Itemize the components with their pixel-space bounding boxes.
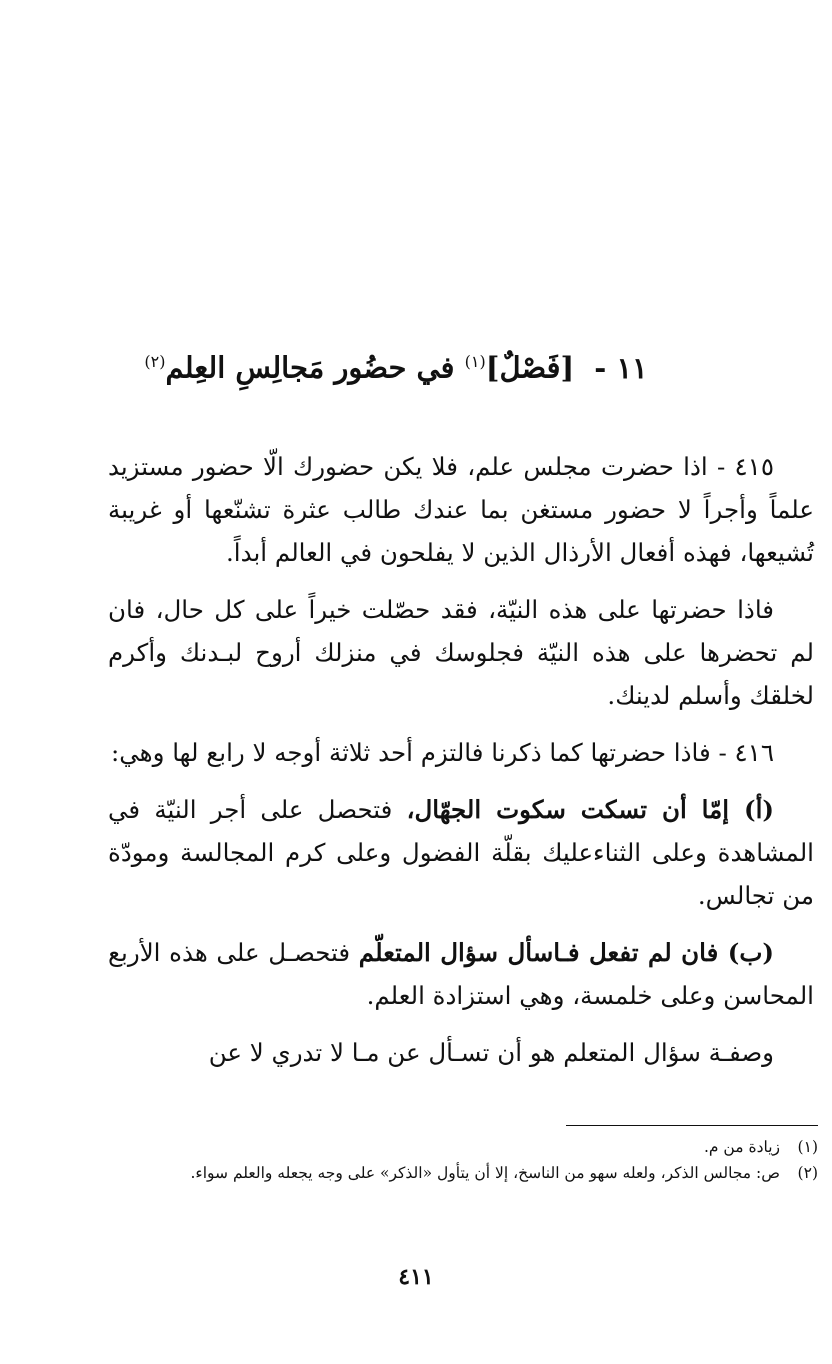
footnote-text: زيادة من م.: [703, 1138, 780, 1156]
option-b-text: فتحصـل على هذه الأربع المحاسن وعلى خلمسة، وهي استزادة العلم.: [108, 938, 814, 1010]
body-text: [108, 445, 814, 1074]
option-a-text: فتحصل على أجر النيّة في المشاهدة وعلى الثناءعليك بقلّة الفضول وعلى كرم المجالسة ومودّة من تجالس.: [108, 795, 814, 910]
paragraph-415: ٤١٥ - اذا حضرت مجلس علم، فلا يكن حضورك الّا حضور مستزيد علماً وأجراً لا حضور مستغن بما عندك طالب عثرة تشنّعها أو غريبة تُشيعها، فهذه أفعال الأرذال الذين لا يفلحون في العالم أبداً.: [108, 452, 814, 567]
option-b-lead: (ب) فان لم تفعل فـاسأل سؤال المتعلّم: [358, 938, 774, 967]
paragraph-question-description: وصفـة سؤال المتعلم هو أن تسـأل عن مـا لا تدري لا عن: [208, 1038, 774, 1067]
section-number: ١١ -: [594, 350, 648, 385]
section-heading: [110, 338, 682, 392]
section-title-prefix: [فَصْلٌ]: [485, 350, 575, 385]
section-title: في حضُور مَجالِسِ العِلم: [165, 350, 455, 385]
footnote-text: ص: مجالس الذكر، ولعله سهو من الناسخ، إلا أن يتأول «الذكر» على وجه يجعله والعلم سواء.: [190, 1164, 780, 1182]
footnote-1: [114, 1134, 818, 1160]
footnote-ref-1: (١): [464, 352, 486, 371]
footnote-divider: [566, 1125, 818, 1126]
option-a-lead: (أ) إمّا أن تسكت سكوت الجهّال،: [406, 795, 774, 824]
paragraph-intention: فاذا حضرتها على هذه النيّة، فقد حصّلت خيراً على كل حال، فان لم تحضرها على هذه النيّة فجلوسك في منزلك أروح لبـدنك وأكرم لخلقك وأسلم لدينك.: [108, 595, 814, 710]
footnote-marker: (٢): [797, 1164, 818, 1182]
footnote-marker: (١): [797, 1138, 818, 1156]
footnote-ref-2: (٢): [144, 352, 166, 371]
footnote-2: [114, 1160, 818, 1186]
paragraph-416: ٤١٦ - فاذا حضرتها كما ذكرنا فالتزم أحد ثلاثة أوجه لا رابع لها وهي:: [110, 738, 774, 767]
paragraph-option-a: [108, 788, 814, 917]
paragraph-option-b: [108, 931, 814, 1017]
footnotes: [114, 1134, 818, 1186]
page-number: ٤١١: [398, 1264, 434, 1290]
